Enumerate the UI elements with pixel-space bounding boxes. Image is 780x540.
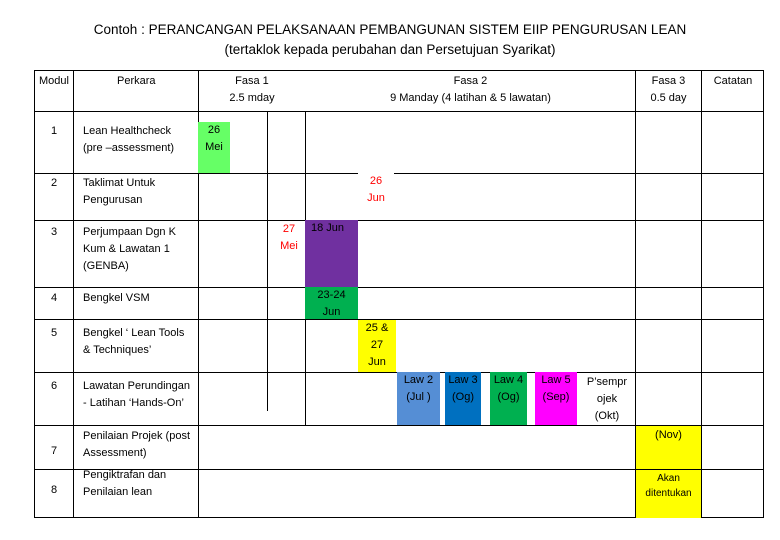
header-fasa3: Fasa 3 [651,75,686,87]
row-item: Bengkel ‘ Lean Tools & Techniques’ [83,327,185,356]
schedule-block-25-27-jun: 25 & 27 Jun [358,320,396,372]
page-subtitle: (tertaklok kepada perubahan dan Persetujuan Syarikat) [224,42,556,57]
schedule-block-23-24-jun: 23-24 Jun [305,287,358,319]
header-fasa2-sub: 9 Manday (4 latihan & 5 lawatan) [390,92,551,104]
row-number: 8 [50,484,58,496]
col-divider [267,112,268,411]
page-title: Contoh : PERANCANGAN PELAKSANAAN PEMBANGUNAN SISTEM EIIP PENGURUSAN LEAN [93,22,687,37]
col-divider [701,71,702,518]
schedule-block-p-sempr: P’sempr ojek (Okt) [579,374,635,425]
row-item: Lawatan Perundingan - Latihan ‘Hands-On’ [83,380,191,409]
header-catatan: Catatan [713,75,753,87]
row-divider [35,287,764,288]
header-perkara: Perkara [117,75,156,87]
schedule-block-26-mei: 26 Mei [198,122,230,173]
header-fasa2: Fasa 2 [453,75,488,87]
schedule-block-18-jun: 18 Jun [305,220,358,287]
schedule-block-27-mei: 27 Mei [280,223,298,252]
schedule-block-26-jun: 26 Jun [358,173,394,220]
header-modul: Modul [39,75,69,87]
row-divider [35,220,764,221]
row-number: 4 [50,292,58,304]
schedule-block-nov: (Nov) [636,426,701,469]
header-fasa1-sub: 2.5 mday [229,92,275,104]
row-item: Perjumpaan Dgn K Kum & Lawatan 1 (GENBA) [83,226,176,272]
row-number: 1 [50,125,58,137]
col-divider [73,71,74,518]
row-divider [35,111,764,112]
row-divider [35,319,764,320]
header-fasa3-sub: 0.5 day [650,92,687,104]
row-number: 6 [50,380,58,392]
row-item: Penilaian Projek (post Assessment) [83,430,191,459]
schedule-table [34,70,764,518]
row-number: 7 [50,445,58,457]
row-number: 3 [50,226,58,238]
row-divider [35,173,764,174]
schedule-block-law-3: Law 3 (Og) [445,372,481,425]
row-item: Pengiktrafan dan Penilaian lean [83,469,167,498]
row-number: 2 [50,177,58,189]
schedule-block-law-2: Law 2 (Jul ) [397,372,440,425]
row-item: Taklimat Untuk Pengurusan [83,177,156,206]
row-number: 5 [50,327,58,339]
schedule-block-law-4: Law 4 (Og) [490,372,527,425]
schedule-block-akan-ditentukan: Akan ditentukan [636,470,701,518]
row-item: Lean Healthcheck (pre –assessment) [83,125,175,154]
header-fasa1: Fasa 1 [235,75,269,87]
schedule-block-law-5: Law 5 (Sep) [535,372,577,425]
row-item: Bengkel VSM [83,292,150,304]
